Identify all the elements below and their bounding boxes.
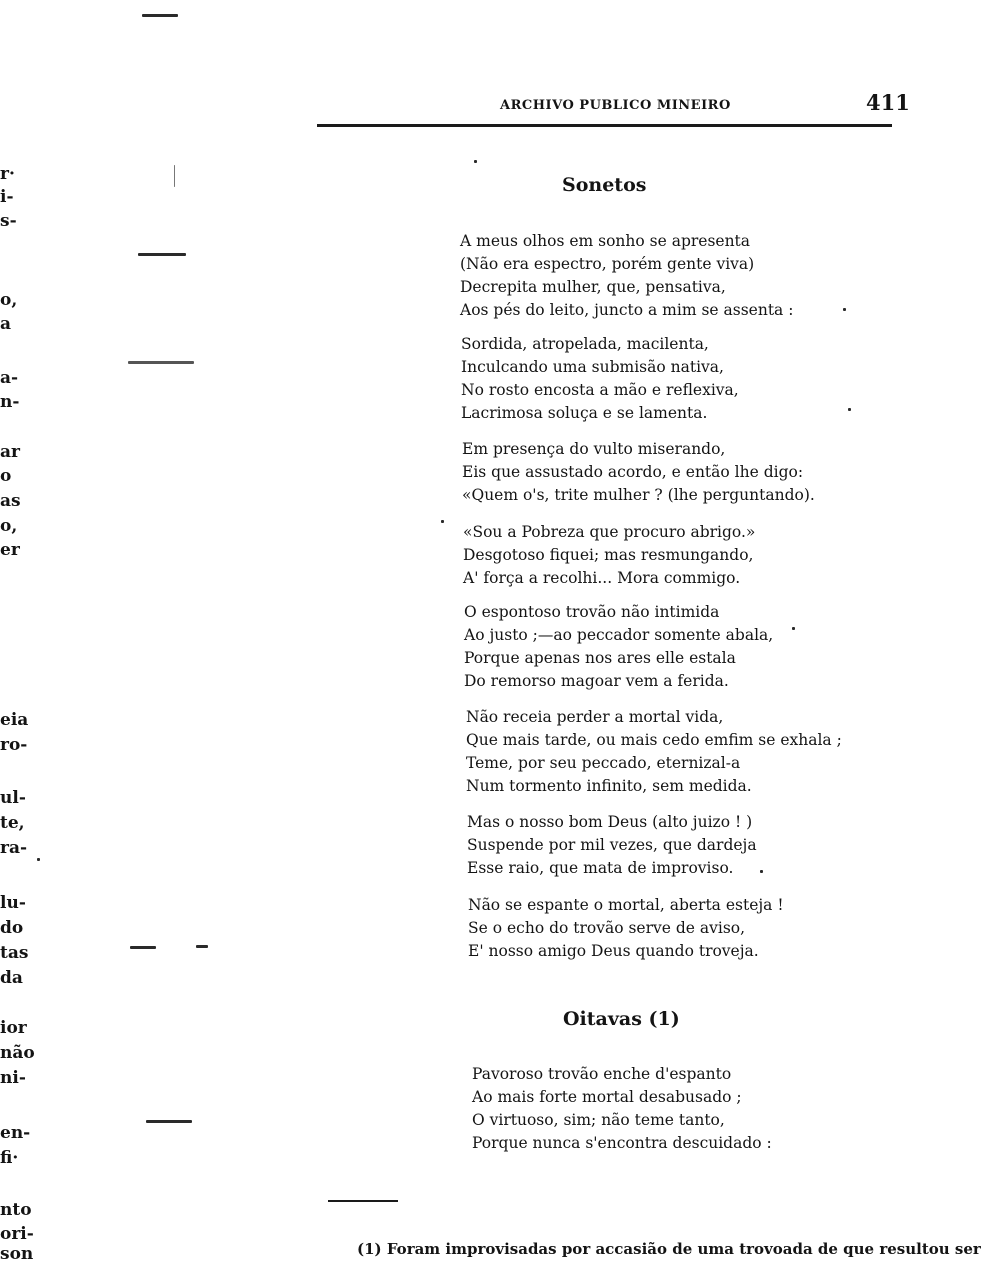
margin-fragment: ro- <box>0 735 28 755</box>
verse-line: Se o echo do trovão serve de aviso, <box>468 919 746 937</box>
margin-fragment: ra- <box>0 838 28 858</box>
verse-line: «Quem o's, trite mulher ? (lhe perguntando). <box>462 486 815 504</box>
ink-mark <box>130 946 156 949</box>
page-number: 411 <box>866 90 910 115</box>
verse-line: Ao justo ;—ao peccador somente abala, <box>464 626 774 644</box>
ink-mark <box>196 945 208 948</box>
verse-line: Pavoroso trovão enche d'espanto <box>472 1065 732 1083</box>
stanza <box>461 333 739 425</box>
verse-line: Mas o nosso bom Deus (alto juizo ! ) <box>467 813 753 831</box>
stanza <box>462 438 815 507</box>
ink-mark <box>441 520 444 523</box>
margin-fragment: en- <box>0 1123 31 1143</box>
stanza <box>468 894 784 963</box>
margin-fragment: ior <box>0 1018 27 1038</box>
margin-fragment: ori- <box>0 1224 34 1244</box>
margin-fragment: n- <box>0 392 20 412</box>
verse-line: (Não era espectro, porém gente viva) <box>460 255 755 273</box>
header-rule <box>317 124 892 127</box>
verse-line: Eis que assustado acordo, e então lhe digo: <box>462 463 804 481</box>
margin-fragment: as <box>0 491 21 511</box>
verse-line: Num tormento infinito, sem medida. <box>466 777 752 795</box>
verse-line: Teme, por seu peccado, eternizal-a <box>466 754 741 772</box>
ink-mark <box>792 627 795 630</box>
margin-fragment: da <box>0 968 23 988</box>
verse-line: Lacrimosa soluça e se lamenta. <box>461 404 708 422</box>
margin-fragment: fi· <box>0 1148 19 1168</box>
margin-fragment: não <box>0 1043 35 1063</box>
verse-line: Do remorso magoar vem a ferida. <box>464 672 729 690</box>
ink-mark <box>848 408 851 411</box>
verse-line: O espontoso trovão não intimida <box>464 603 720 621</box>
margin-fragment: lu- <box>0 893 26 913</box>
verse-line: Aos pés do leito, juncto a mim se assenta : <box>460 301 794 319</box>
margin-fragment: eia <box>0 710 29 730</box>
ink-mark <box>174 165 175 187</box>
margin-fragment: son <box>0 1244 34 1264</box>
stanza <box>464 601 773 693</box>
section-title-sonetos: Sonetos <box>562 174 647 196</box>
margin-fragment: s- <box>0 211 17 231</box>
verse-line: «Sou a Pobreza que procuro abrigo.» <box>463 523 756 541</box>
verse-line: O virtuoso, sim; não teme tanto, <box>472 1111 725 1129</box>
footnote-rule <box>328 1200 398 1202</box>
margin-fragment: a <box>0 314 12 334</box>
ink-mark <box>146 1120 192 1123</box>
verse-line: Inculcando uma submisão nativa, <box>461 358 724 376</box>
verse-line: E' nosso amigo Deus quando troveja. <box>468 942 759 960</box>
margin-fragment: ni- <box>0 1068 26 1088</box>
footnote: (1) Foram improvisadas por accasião de uma trovoada de que resultou ser <box>357 1240 981 1258</box>
ink-mark <box>128 361 194 364</box>
margin-fragment: ul- <box>0 788 26 808</box>
stanza <box>467 811 757 880</box>
running-header: ARCHIVO PUBLICO MINEIRO <box>500 98 731 113</box>
margin-fragment: r· <box>0 164 15 184</box>
verse-line: Porque apenas nos ares elle estala <box>464 649 736 667</box>
margin-fragment: o, <box>0 516 18 536</box>
verse-line: Ao mais forte mortal desabusado ; <box>472 1088 742 1106</box>
ink-mark <box>474 160 477 163</box>
verse-line: Que mais tarde, ou mais cedo emfim se exhala ; <box>466 731 842 749</box>
verse-line: Porque nunca s'encontra descuidado : <box>472 1134 772 1152</box>
margin-fragment: o <box>0 466 12 486</box>
verse-line: A meus olhos em sonho se apresenta <box>460 232 751 250</box>
ink-mark <box>843 308 846 311</box>
ink-mark <box>37 858 40 861</box>
verse-line: Suspende por mil vezes, que dardeja <box>467 836 757 854</box>
stanza <box>472 1063 772 1155</box>
verse-line: Em presença do vulto miserando, <box>462 440 726 458</box>
stanza <box>460 230 793 322</box>
margin-fragment: i- <box>0 187 14 207</box>
ink-mark <box>760 870 763 873</box>
verse-line: A' força a recolhi... Mora commigo. <box>463 569 741 587</box>
verse-line: Desgotoso fiquei; mas resmungando, <box>463 546 754 564</box>
verse-line: Não se espante o mortal, aberta esteja ! <box>468 896 784 914</box>
stanza <box>463 521 755 590</box>
verse-line: Sordida, atropelada, macilenta, <box>461 335 709 353</box>
margin-fragment: ar <box>0 442 20 462</box>
margin-fragment: do <box>0 918 24 938</box>
stanza <box>466 706 842 798</box>
verse-line: No rosto encosta a mão e reflexiva, <box>461 381 739 399</box>
margin-fragment: er <box>0 540 20 560</box>
verse-line: Decrepita mulher, que, pensativa, <box>460 278 726 296</box>
margin-fragment: tas <box>0 943 29 963</box>
ink-mark <box>142 14 178 17</box>
margin-fragment: nto <box>0 1200 32 1220</box>
section-title-oitavas: Oitavas (1) <box>563 1008 680 1030</box>
margin-fragment: o, <box>0 290 18 310</box>
verse-line: Esse raio, que mata de improviso. <box>467 859 734 877</box>
ink-mark <box>138 253 186 256</box>
margin-fragment: te, <box>0 813 25 833</box>
verse-line: Não receia perder a mortal vida, <box>466 708 724 726</box>
margin-fragment: a- <box>0 368 19 388</box>
